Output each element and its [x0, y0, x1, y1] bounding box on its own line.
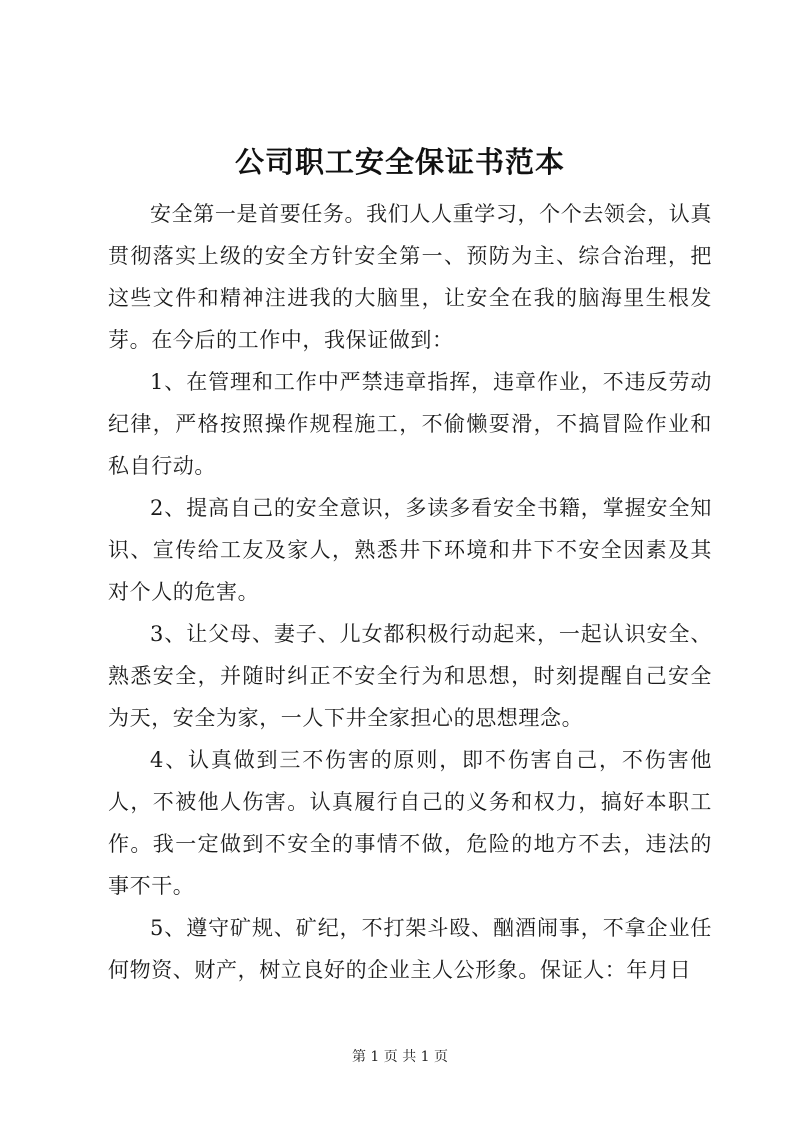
- document-body: [108, 193, 712, 991]
- paragraph-item-1: 1、在管理和工作中严禁违章指挥，违章作业，不违反劳动纪律，严格按照操作规程施工，不偷懒耍滑，不搞冒险作业和私自行动。: [108, 370, 712, 478]
- document-title: 公司职工安全保证书范本: [234, 145, 565, 179]
- paragraph-item-5: 5、遵守矿规、矿纪，不打架斗殴、酗酒闹事，不拿企业任何物资、财产，树立良好的企业主人公形象。保证人：年月日: [108, 916, 712, 982]
- page-footer: 第 1 页 共 1 页: [351, 1049, 449, 1065]
- paragraph-intro: 安全第一是首要任务。我们人人重学习，个个去领会，认真贯彻落实上级的安全方针安全第一、预防为主、综合治理，把这些文件和精神注进我的大脑里，让安全在我的脑海里生根发芽。在今后的工作中，我保证做到：: [108, 202, 712, 352]
- paragraph-item-4: 4、认真做到三不伤害的原则，即不伤害自己，不伤害他人，不被他人伤害。认真履行自己的义务和权力，搞好本职工作。我一定做到不安全的事情不做，危险的地方不去，违法的事不干。: [108, 748, 712, 898]
- paragraph-item-3: 3、让父母、妻子、儿女都积极行动起来，一起认识安全、熟悉安全，并随时纠正不安全行为和思想，时刻提醒自己安全为天，安全为家，一人下井全家担心的思想理念。: [108, 622, 712, 730]
- paragraph-item-2: 2、提高自己的安全意识，多读多看安全书籍，掌握安全知识、宣传给工友及家人，熟悉井下环境和井下不安全因素及其对个人的危害。: [108, 496, 712, 604]
